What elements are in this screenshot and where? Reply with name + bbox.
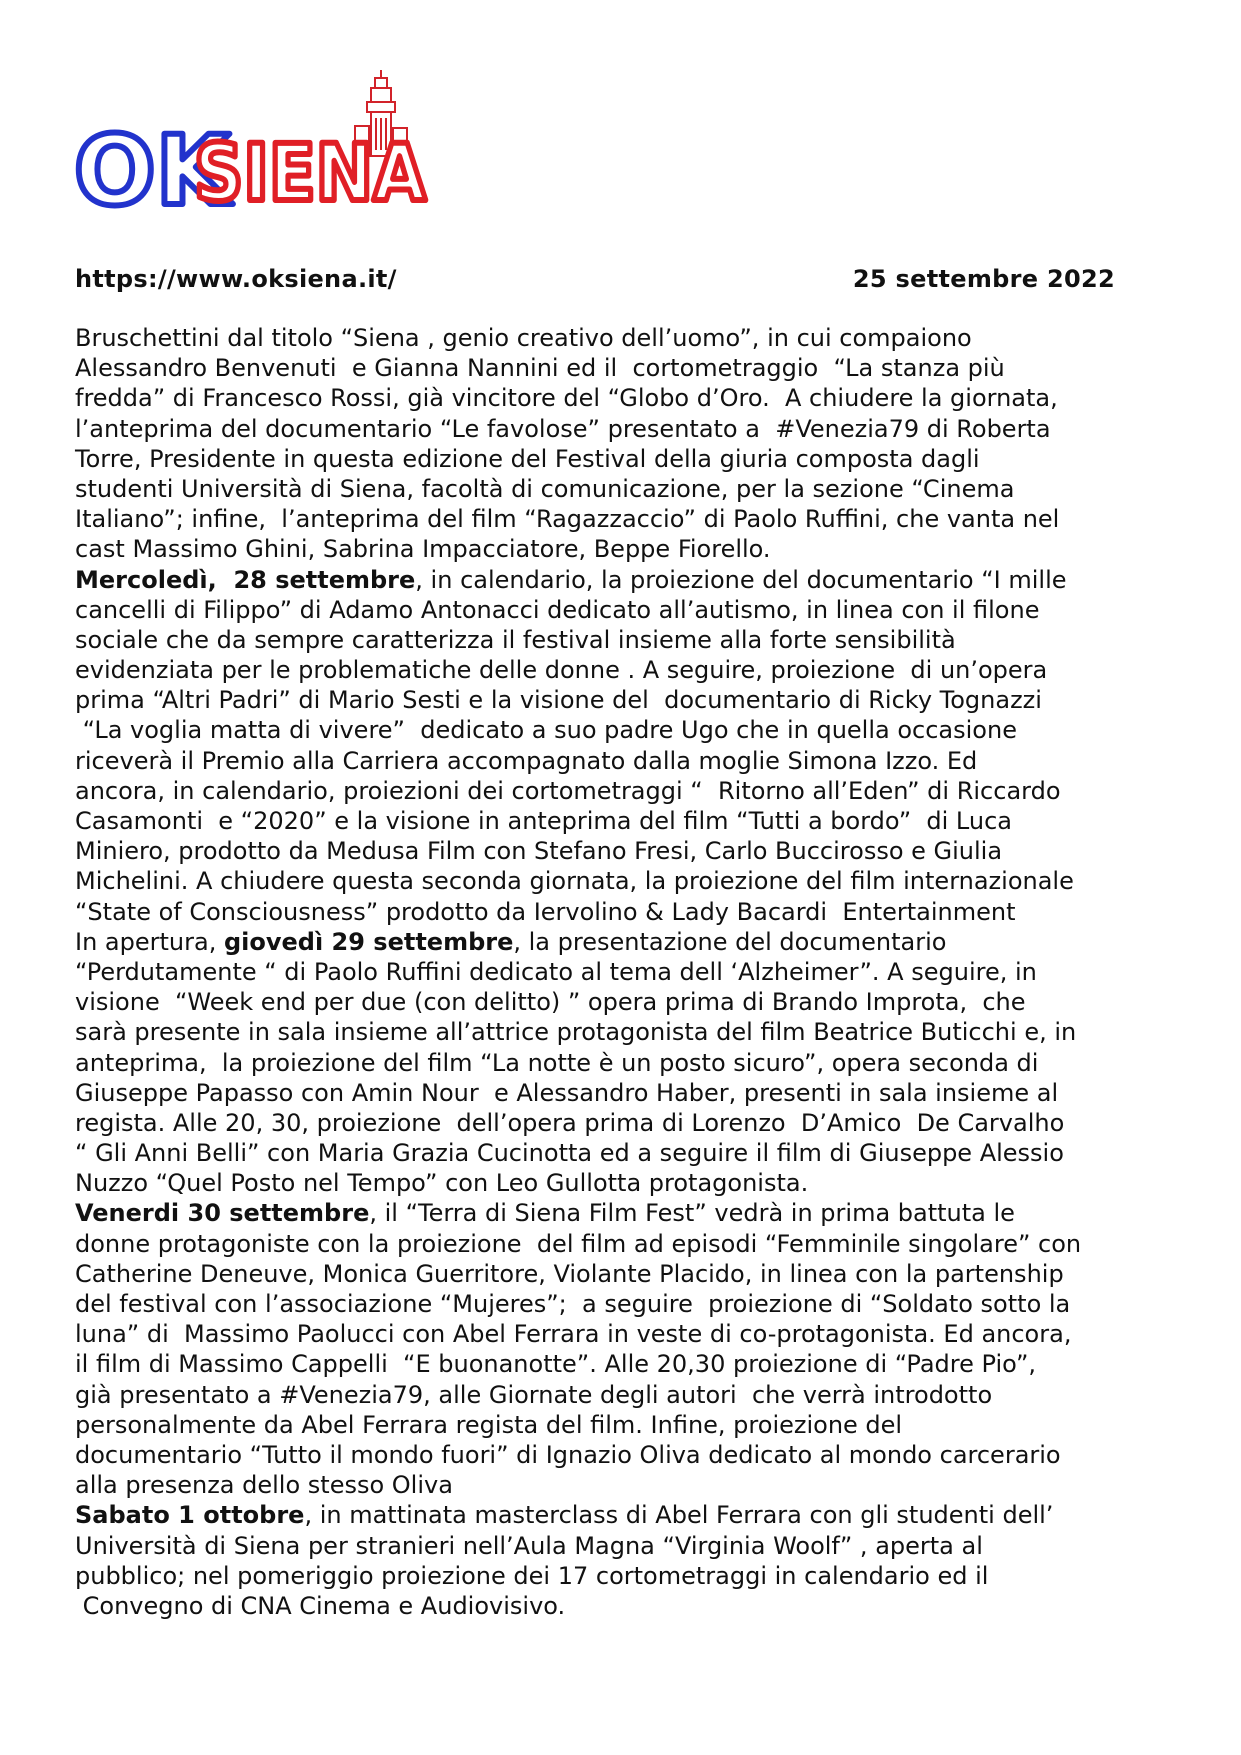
date-heading: Venerdi 30 settembre [75,1199,370,1228]
publication-date: 25 settembre 2022 [852,265,1115,293]
article-line [75,806,1145,836]
article-line [75,323,1145,353]
article-text: Torre, Presidente in questa edizione del Festival della giuria composta dagli [75,444,980,473]
article-text: sociale che da sempre caratterizza il festival insieme alla forte sensibilità [75,625,956,654]
article-text: regista. Alle 20, 30, proiezione dell’opera prima di Lorenzo D’Amico De Carvalho [75,1108,1065,1137]
article-line [75,685,1145,715]
article-text: studenti Università di Siena, facoltà di comunicazione, per la sezione “Cinema [75,474,1015,503]
article-line [75,534,1145,564]
article-line [75,927,1145,957]
article-text: del festival con l’associazione “Mujeres”; a seguire proiezione di “Soldato sotto la [75,1290,1071,1318]
article-line [75,897,1145,927]
article-text: prima “Altri Padri” di Mario Sesti e la visione del documentario di Ricky Tognazzi [75,686,1042,715]
article-line [75,383,1145,413]
article-text: Casamonti e “2020” e la visione in anteprima del film “Tutti a bordo” di Luca [75,807,1012,835]
article-line [75,1380,1145,1410]
article-line [75,866,1145,896]
article-line [75,1319,1145,1349]
article-text: Miniero, prodotto da Medusa Film con Stefano Fresi, Carlo Buccirosso e Giulia [75,837,1003,866]
article-text: il film di Massimo Cappelli “E buonanotte”. Alle 20,30 proiezione di “Padre Pio”, [75,1350,1037,1379]
article-text: Università di Siena per stranieri nell’Aula Magna “Virginia Woolf” , aperta al [75,1531,983,1560]
article-text: documentario “Tutto il mondo fuori” di Ignazio Oliva dedicato al mondo carcerario [75,1440,1061,1469]
article-text: già presentato a #Venezia79, alle Giornate degli autori che verrà introdotto [75,1380,993,1409]
article-body [75,323,1145,1621]
article-text: Italiano”; infine, l’anteprima del film “Ragazzaccio” di Paolo Ruffini, che vanta nel [75,505,1060,534]
article-line [75,1591,1145,1621]
article-line [75,776,1145,806]
article-text: Catherine Deneuve, Monica Guerritore, Violante Placido, in linea con la partenship [75,1259,1064,1288]
article-text: Alessandro Benvenuti e Gianna Nannini ed il cortometraggio “La stanza più [75,354,1005,383]
article-line [75,414,1145,444]
article-text: “ Gli Anni Belli” con Maria Grazia Cucinotta ed a seguire il film di Giuseppe Alessio [75,1139,1064,1168]
article-line [75,1138,1145,1168]
article-text: “State of Consciousness” prodotto da Iervolino & Lady Bacardi Entertainment [75,897,1016,926]
article-text: Nuzzo “Quel Posto nel Tempo” con Leo Gullotta protagonista. [75,1169,809,1198]
article-text: Michelini. A chiudere questa seconda giornata, la proiezione del film internazionale [75,867,1074,896]
article-line [75,1048,1145,1078]
article-text: cast Massimo Ghini, Sabrina Impacciatore, Beppe Fiorello. [75,535,771,564]
article-line [75,1531,1145,1561]
article-line [75,474,1145,504]
article-text: Convegno di CNA Cinema e Audiovisivo. [75,1591,566,1620]
article-line [75,1198,1145,1228]
article-line [75,1259,1145,1289]
article-text: , in mattinata masterclass di Abel Ferrara con gli studenti dell’ [304,1501,1054,1530]
date-heading: Mercoledì, 28 settembre [75,565,416,594]
date-heading: giovedì 29 settembre [223,927,514,956]
article-text: donne protagoniste con la proiezione del film ad episodi “Femminile singolare” con [75,1229,1082,1258]
article-text: Bruschettini dal titolo “Siena , genio creativo dell’uomo”, in cui compaiono [75,324,972,352]
article-text: alla presenza dello stesso Oliva [75,1471,453,1500]
article-line [75,1078,1145,1108]
article-line [75,595,1145,625]
article-text: luna” di Massimo Paolucci con Abel Ferrara in veste di co-protagonista. Ed ancora, [75,1320,1072,1349]
article-line [75,1349,1145,1379]
article-line [75,1470,1145,1500]
article-line [75,1168,1145,1198]
article-line [75,987,1145,1017]
date-heading: Sabato 1 ottobre [75,1501,305,1530]
article-text: Giuseppe Papasso con Amin Nour e Alessandro Haber, presenti in sala insieme al [75,1078,1059,1107]
article-text: , la presentazione del documentario [513,927,947,956]
article-line [75,1017,1145,1047]
oksiena-logo-graphic [70,66,440,236]
article-line [75,565,1145,595]
article-line [75,353,1145,383]
article-line [75,1500,1145,1530]
article-line [75,1561,1145,1591]
document-header [75,265,1115,299]
article-line [75,1108,1145,1138]
article-line [75,746,1145,776]
article-line [75,504,1145,534]
article-text: “Perdutamente “ di Paolo Ruffini dedicato al tema dell ‘Alzheimer”. A seguire, in [75,957,1037,986]
article-text: l’anteprima del documentario “Le favolose” presentato a #Venezia79 di Roberta [75,414,1051,443]
article-text: ancora, in calendario, proiezioni dei cortometraggi “ Ritorno all’Eden” di Riccardo [75,776,1061,805]
article-text: personalmente da Abel Ferrara regista del film. Infine, proiezione del [75,1410,903,1439]
logo-text-siena: SIENA [194,129,426,219]
article-line [75,957,1145,987]
article-text: “La voglia matta di vivere” dedicato a suo padre Ugo che in quella occasione [75,716,1017,745]
article-text: visione “Week end per due (con delitto) ” opera prima di Brando Improta, che [75,988,1026,1017]
article-text: , il “Terra di Siena Film Fest” vedrà in prima battuta le [369,1199,1015,1228]
article-text: sarà presente in sala insieme all’attrice protagonista del film Beatrice Buticchi e, in [75,1018,1077,1047]
article-line [75,1440,1145,1470]
article-text: evidenziata per le problematiche delle donne . A seguire, proiezione di un’opera [75,656,1048,685]
logo-text-ok: OK [74,115,230,227]
article-line [75,836,1145,866]
article-text: In apertura, [75,927,224,956]
article-line [75,1410,1145,1440]
article-text: pubblico; nel pomeriggio proiezione dei 17 cortometraggi in calendario ed il [75,1561,989,1590]
article-line [75,715,1145,745]
article-line [75,1229,1145,1259]
article-line [75,655,1145,685]
article-line [75,1289,1145,1319]
article-text: anteprima, la proiezione del film “La notte è un posto sicuro”, opera seconda di [75,1048,1039,1077]
article-text: fredda” di Francesco Rossi, già vincitore del “Globo d’Oro. A chiudere la giornata, [75,384,1058,413]
oksiena-logo [70,66,440,236]
article-text: riceverà il Premio alla Carriera accompagnato dalla moglie Simona Izzo. Ed [75,746,978,775]
source-url: https://www.oksiena.it/ [75,265,397,293]
article-line [75,625,1145,655]
article-text: , in calendario, la proiezione del documentario “I mille [415,565,1067,594]
article-line [75,444,1145,474]
article-text: cancelli di Filippo” di Adamo Antonacci dedicato all’autismo, in linea con il filone [75,595,1040,624]
